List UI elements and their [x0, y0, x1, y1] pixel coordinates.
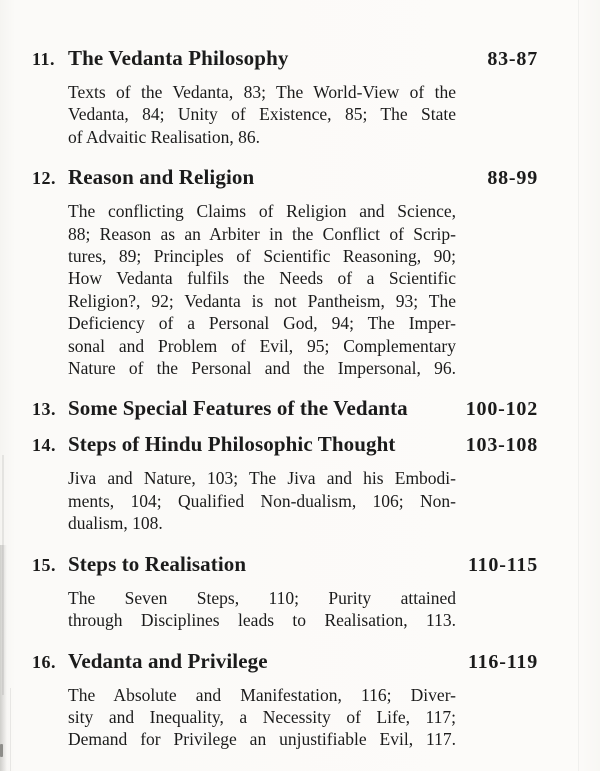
chapter-page-range: 103-108 — [465, 434, 538, 457]
chapter-number: 15. — [32, 554, 56, 575]
scan-left-hairline-lower — [10, 688, 11, 771]
scan-left-edge-mark — [0, 744, 3, 757]
toc-entry-heading — [32, 164, 538, 190]
chapter-title: Vedanta and Privilege — [68, 648, 268, 673]
chapter-page-range: 100-102 — [465, 398, 538, 421]
chapter-number: 11. — [32, 49, 56, 69]
description-line: How Vedanta fulfils the Needs of a Scientific — [68, 268, 456, 289]
description-line: dualism, 108. — [68, 513, 163, 534]
chapter-number: 13. — [32, 399, 56, 420]
toc-entry — [32, 45, 538, 148]
toc-entry-heading — [32, 395, 538, 421]
chapter-title: Steps of Hindu Philosophic Thought — [68, 432, 396, 457]
chapter-description — [68, 81, 456, 148]
description-line: Texts of the Vedanta, 83; The World-View of the — [68, 82, 456, 102]
description-line: ments, 104; Qualified Non-dualism, 106; Non- — [68, 490, 456, 511]
chapter-description — [68, 200, 456, 379]
chapter-title: Steps to Realisation — [68, 551, 247, 576]
chapter-page-range: 110-115 — [467, 553, 538, 576]
chapter-description — [68, 684, 456, 751]
chapter-number: 14. — [32, 435, 56, 456]
description-line: Demand for Privilege an unjustifiable Evil, 117. — [68, 729, 456, 750]
chapter-description — [68, 587, 456, 632]
chapter-title: Reason and Religion — [68, 165, 255, 190]
description-line: Deficiency of a Personal God, 94; The Imper- — [68, 313, 456, 334]
chapter-title: The Vedanta Philosophy — [68, 46, 289, 70]
toc-entry-heading — [32, 45, 538, 71]
description-line: The conflicting Claims of Religion and Science, — [68, 201, 456, 222]
toc-entry — [32, 164, 538, 379]
chapter-page-range: 83-87 — [487, 48, 538, 70]
toc-entry-heading — [32, 551, 538, 577]
chapter-number: 12. — [32, 168, 56, 189]
description-line: tures, 89; Principles of Scientific Reasoning, 90; — [68, 246, 456, 267]
toc-entry-heading — [32, 648, 538, 674]
toc-entry — [32, 648, 538, 751]
scan-right-hairline — [578, 0, 579, 771]
chapter-number: 16. — [32, 651, 56, 672]
description-line: Vedanta, 84; Unity of Existence, 85; The State — [68, 104, 456, 125]
chapter-page-range: 116-119 — [467, 650, 538, 673]
description-line: sity and Inequality, a Necessity of Life, 117; — [68, 706, 456, 727]
toc-entries — [32, 45, 538, 751]
description-line: through Disciplines leads to Realisation, 113. — [68, 610, 456, 631]
description-line: The Absolute and Manifestation, 116; Diver- — [68, 684, 456, 705]
description-line: sonal and Problem of Evil, 95; Complementary — [68, 335, 456, 356]
chapter-page-range: 88-99 — [487, 167, 538, 190]
toc-entry-heading — [32, 431, 538, 457]
scan-left-hairline-upper — [2, 455, 4, 695]
toc-entry — [32, 395, 538, 421]
description-line: Nature of the Personal and the Impersonal, 96. — [68, 358, 456, 379]
toc-entry — [32, 431, 538, 534]
description-line: Religion?, 92; Vedanta is not Pantheism, 93; The — [68, 290, 456, 311]
description-line: 88; Reason as an Arbiter in the Conflict of Scrip- — [68, 223, 456, 244]
chapter-description — [68, 467, 456, 534]
toc-entry — [32, 551, 538, 632]
description-line: Jiva and Nature, 103; The Jiva and his Embodi- — [68, 468, 456, 489]
description-line: of Advaitic Realisation, 86. — [68, 126, 260, 147]
description-line: The Seven Steps, 110; Purity attained — [68, 587, 456, 608]
chapter-title: Some Special Features of the Vedanta — [68, 396, 408, 421]
